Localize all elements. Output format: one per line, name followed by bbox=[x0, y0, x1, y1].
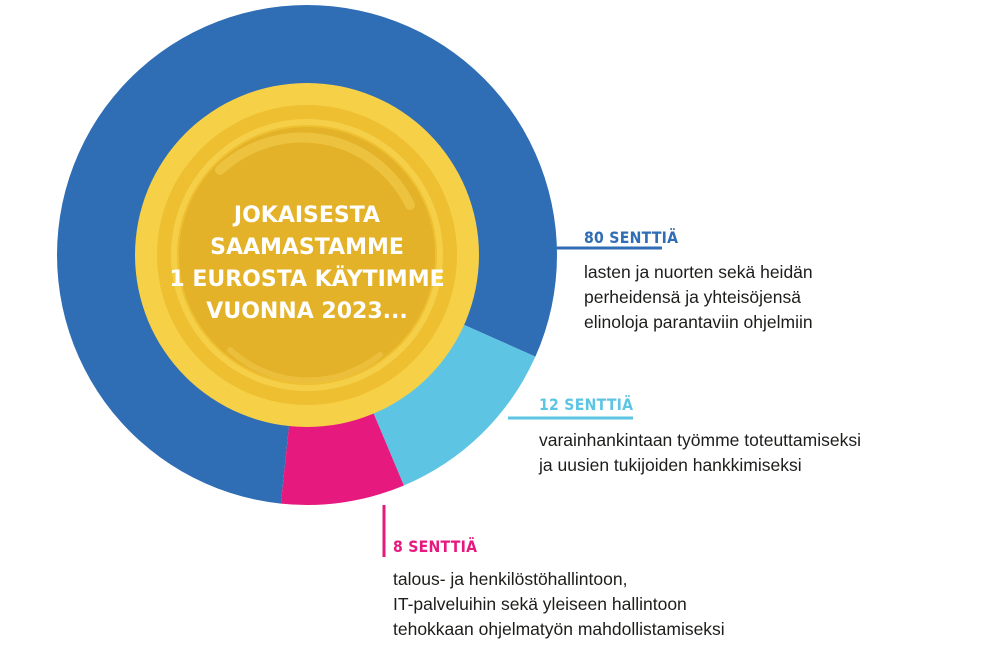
slice-description-line: ja uusien tukijoiden hankkimiseksi bbox=[539, 455, 802, 475]
slice-description-line: IT-palveluihin sekä yleiseen hallintoon bbox=[393, 594, 687, 614]
slice-description-line: perheidensä ja yhteisöjensä bbox=[584, 287, 801, 307]
slice-description-line: talous- ja henkilöstöhallintoon, bbox=[393, 569, 628, 589]
slice-label-8: 8 SENTTIÄ bbox=[393, 537, 478, 556]
slice-description-line: lasten ja nuorten sekä heidän bbox=[584, 262, 813, 282]
slice-label-12: 12 SENTTIÄ bbox=[539, 395, 634, 414]
slice-description-12 bbox=[539, 428, 861, 478]
coin-line-2: SAAMASTAMME bbox=[210, 235, 404, 260]
coin-line-4: VUONNA 2023... bbox=[206, 299, 408, 324]
slice-description-line: varainhankintaan työmme toteuttamiseksi bbox=[539, 430, 861, 450]
slice-label-80: 80 SENTTIÄ bbox=[584, 228, 679, 247]
coin-line-1: JOKAISESTA bbox=[233, 203, 381, 228]
coin-line-3: 1 EUROSTA KÄYTIMME bbox=[169, 267, 445, 292]
slice-description-line: elinoloja parantaviin ohjelmiin bbox=[584, 312, 813, 332]
slice-description-80 bbox=[584, 260, 813, 335]
slice-description-8 bbox=[393, 567, 725, 642]
slice-description-line: tehokkaan ohjelmatyön mahdollistamiseksi bbox=[393, 619, 725, 639]
coin-center bbox=[135, 83, 479, 427]
